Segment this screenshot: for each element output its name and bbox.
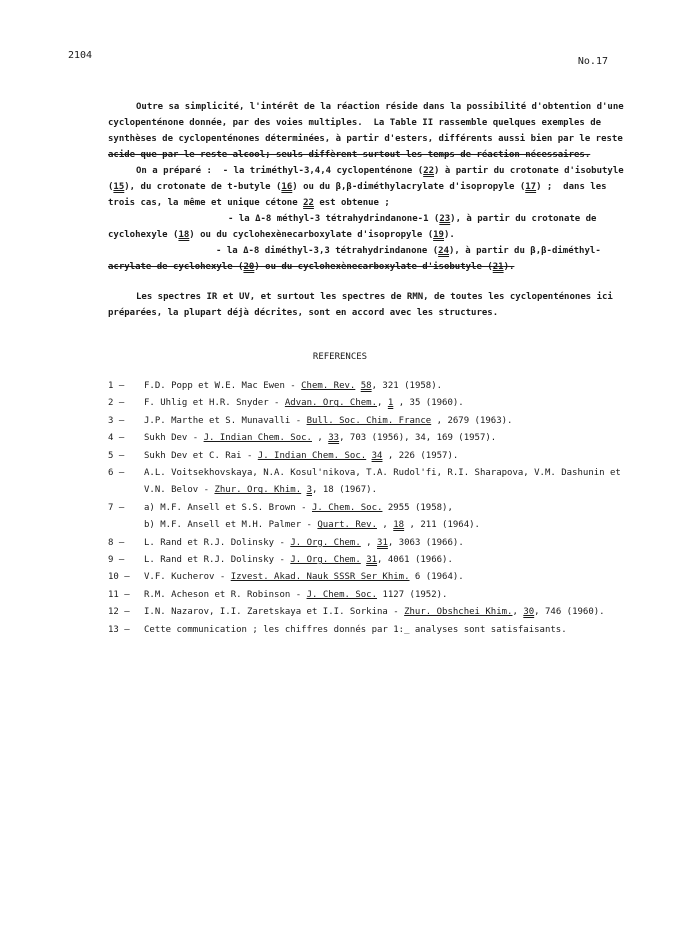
compound-ref: 22 xyxy=(303,198,314,208)
reference-number: 2 – xyxy=(108,398,125,409)
journal-name: J. Indian Chem. Soc. xyxy=(203,433,312,444)
reference-item xyxy=(108,413,608,430)
issue-number: No.17 xyxy=(577,56,608,67)
page-number: 2104 xyxy=(68,50,93,61)
compound-ref: 18 xyxy=(178,230,190,240)
reference-text: V.N. Belov - Zhur. Org. Khim. 3, 18 (1967). xyxy=(144,485,378,496)
volume-number: 34 xyxy=(371,450,383,461)
reference-number: 1 – xyxy=(108,381,125,391)
compound-ref: 24 xyxy=(438,246,450,256)
references-list xyxy=(108,378,621,639)
volume-number: 31 xyxy=(377,537,388,548)
compound-ref: 19 xyxy=(433,230,444,240)
references-title: REFERENCES xyxy=(312,352,368,362)
journal-name: Zhur. Obshchei Khim. xyxy=(404,607,513,618)
compound-ref: 21 xyxy=(492,262,504,272)
p3-line-1: Les spectres IR et UV, et surtout les spectres de RMN, de toutes les cyclopenténones ici xyxy=(136,292,613,302)
volume-number: 33 xyxy=(328,433,340,444)
body-text xyxy=(108,99,624,321)
p2-line-2: (15), du crotonate de t-butyle (16) ou du β,β-diméthylacrylate d'isopropyle (17) ; dans les xyxy=(108,182,607,192)
journal-name: Advan. Org. Chem. xyxy=(284,398,378,409)
journal-name: J. Indian Chem. Soc. xyxy=(257,450,367,461)
reference-text: Sukh Dev et C. Rai - J. Indian Chem. Soc. 34 , 226 (1957). xyxy=(144,450,459,461)
reference-text: a) M.F. Ansell et S.S. Brown - J. Chem. Soc. 2955 (1958), xyxy=(144,502,453,513)
reference-item xyxy=(108,604,608,621)
p1-line-1: Outre sa simplicité, l'intérêt de la réaction réside dans la possibilité d'obtention d'une xyxy=(136,102,624,112)
volume-number: 58 xyxy=(360,381,372,391)
journal-name: J. Org. Chem. xyxy=(290,555,361,566)
reference-text: J.P. Marthe et S. Munavalli - Bull. Soc. Chim. France , 2679 (1963). xyxy=(144,415,513,426)
journal-name: J. Org. Chem. xyxy=(290,537,361,548)
reference-number xyxy=(108,482,144,499)
reference-item xyxy=(108,587,608,604)
p3-line-2: préparées, la plupart déjà décrites, sont en accord avec les structures. xyxy=(108,308,499,318)
journal-name: J. Chem. Soc. xyxy=(311,502,383,513)
reference-number: 3 – xyxy=(108,415,125,426)
journal-name: Izvest. Akad. Nauk SSSR Ser Khim. xyxy=(230,572,410,583)
p1-line-2: cyclopenténone donnée, par des voies multiples. La Table II rassemble quelques exemples de xyxy=(108,118,602,128)
p2-line-4: - la Δ-8 méthyl-3 tétrahydrindanone-1 (23), à partir du crotonate de xyxy=(228,214,597,224)
compound-ref: 16 xyxy=(281,182,293,192)
p2-line-1: On a préparé : - la triméthyl-3,4,4 cyclopenténone (22) à partir du crotonate d'isobutyle xyxy=(136,166,624,176)
reference-item xyxy=(108,552,608,569)
reference-item xyxy=(108,378,608,395)
reference-item xyxy=(108,430,608,447)
compound-ref: 23 xyxy=(439,214,451,224)
reference-number: 11 – xyxy=(108,589,130,600)
reference-number: 4 – xyxy=(108,433,125,444)
journal-name: J. Chem. Soc. xyxy=(306,589,378,600)
reference-text: R.M. Acheson et R. Robinson - J. Chem. Soc. 1127 (1952). xyxy=(144,589,448,600)
reference-text: L. Rand et R.J. Dolinsky - J. Org. Chem. , 31, 3063 (1966). xyxy=(144,537,464,548)
reference-number: 12 – xyxy=(108,607,130,618)
reference-text: Sukh Dev - J. Indian Chem. Soc. , 33, 703 (1956), 34, 169 (1957). xyxy=(144,433,497,444)
volume-number: 1 xyxy=(387,398,394,409)
volume-number: 3 xyxy=(306,485,312,496)
compound-ref: 20 xyxy=(243,262,255,272)
p2-line-5: cyclohexyle (18) ou du cyclohexènecarboxylate d'isopropyle (19). xyxy=(108,230,455,240)
volume-number: 31 xyxy=(366,555,378,566)
p1-line-4 xyxy=(108,147,600,163)
reference-text: I.N. Nazarov, I.I. Zaretskaya et I.I. Sorkina - Zhur. Obshchei Khim., 30, 746 (1960). xyxy=(144,607,605,618)
reference-item xyxy=(108,569,608,586)
reference-item xyxy=(108,500,608,517)
reference-text: F.D. Popp et W.E. Mac Ewen - Chem. Rev. 58, 321 (1958). xyxy=(144,381,443,391)
journal-name: Quart. Rev. xyxy=(317,520,377,531)
reference-number: 9 – xyxy=(108,555,125,566)
volume-number: 30 xyxy=(523,607,535,618)
reference-item xyxy=(108,448,608,465)
reference-item xyxy=(108,482,608,499)
reference-text: V.F. Kucherov - Izvest. Akad. Nauk SSSR Ser Khim. 6 (1964). xyxy=(144,572,464,583)
reference-number: 13 – xyxy=(108,624,130,635)
reference-text: L. Rand et R.J. Dolinsky - J. Org. Chem. 31, 4061 (1966). xyxy=(144,555,453,566)
reference-number: 8 – xyxy=(108,537,125,548)
reference-text: b) M.F. Ansell et M.H. Palmer - Quart. Rev. , 18 , 211 (1964). xyxy=(144,520,480,531)
p2-line-7: acrylate de cyclohexyle (20) ou du cyclohexènecarboxylate d'isobutyle (21). xyxy=(108,262,515,272)
journal-name: Zhur. Org. Khim. xyxy=(214,485,302,496)
volume-number: 18 xyxy=(393,520,405,531)
reference-number: 5 – xyxy=(108,450,125,461)
reference-text: Cette communication ; les chiffres donnés par 1:_ analyses sont satisfaisants. xyxy=(144,624,567,635)
reference-item xyxy=(108,395,608,412)
reference-item xyxy=(108,517,608,534)
reference-number xyxy=(108,517,144,534)
reference-text: A.L. Voitsekhovskaya, N.A. Kosul'nikova, T.A. Rudol'fi, R.I. Sharapova, V.M. Dashunin et xyxy=(144,468,621,479)
reference-text: F. Uhlig et H.R. Snyder - Advan. Org. Chem., 1 , 35 (1960). xyxy=(144,398,464,409)
compound-ref: 22 xyxy=(423,166,435,176)
p1-line-3: synthèses de cyclopenténones déterminées, à partir d'esters, différents aussi bien par le reste xyxy=(108,134,623,144)
compound-ref: 15 xyxy=(113,182,125,192)
reference-number: 7 – xyxy=(108,502,125,513)
reference-item xyxy=(108,465,621,482)
reference-number: 6 – xyxy=(108,468,125,479)
journal-name: Bull. Soc. Chim. France xyxy=(306,415,432,426)
reference-item xyxy=(108,622,608,639)
p2-line-3: trois cas, la même et unique cétone 22 est obtenue ; xyxy=(108,198,390,208)
reference-number: 10 – xyxy=(108,572,130,583)
p2-line-6: - la Δ-8 diméthyl-3,3 tétrahydrindanone (24), à partir du β,β-diméthyl- xyxy=(216,246,601,256)
compound-ref: 17 xyxy=(525,182,537,192)
journal-name: Chem. Rev. xyxy=(301,381,356,391)
struck-text: acide que par le reste alcool; seuls diffèrent surtout les temps de réaction nécessaires. xyxy=(108,150,591,160)
reference-item xyxy=(108,535,608,552)
